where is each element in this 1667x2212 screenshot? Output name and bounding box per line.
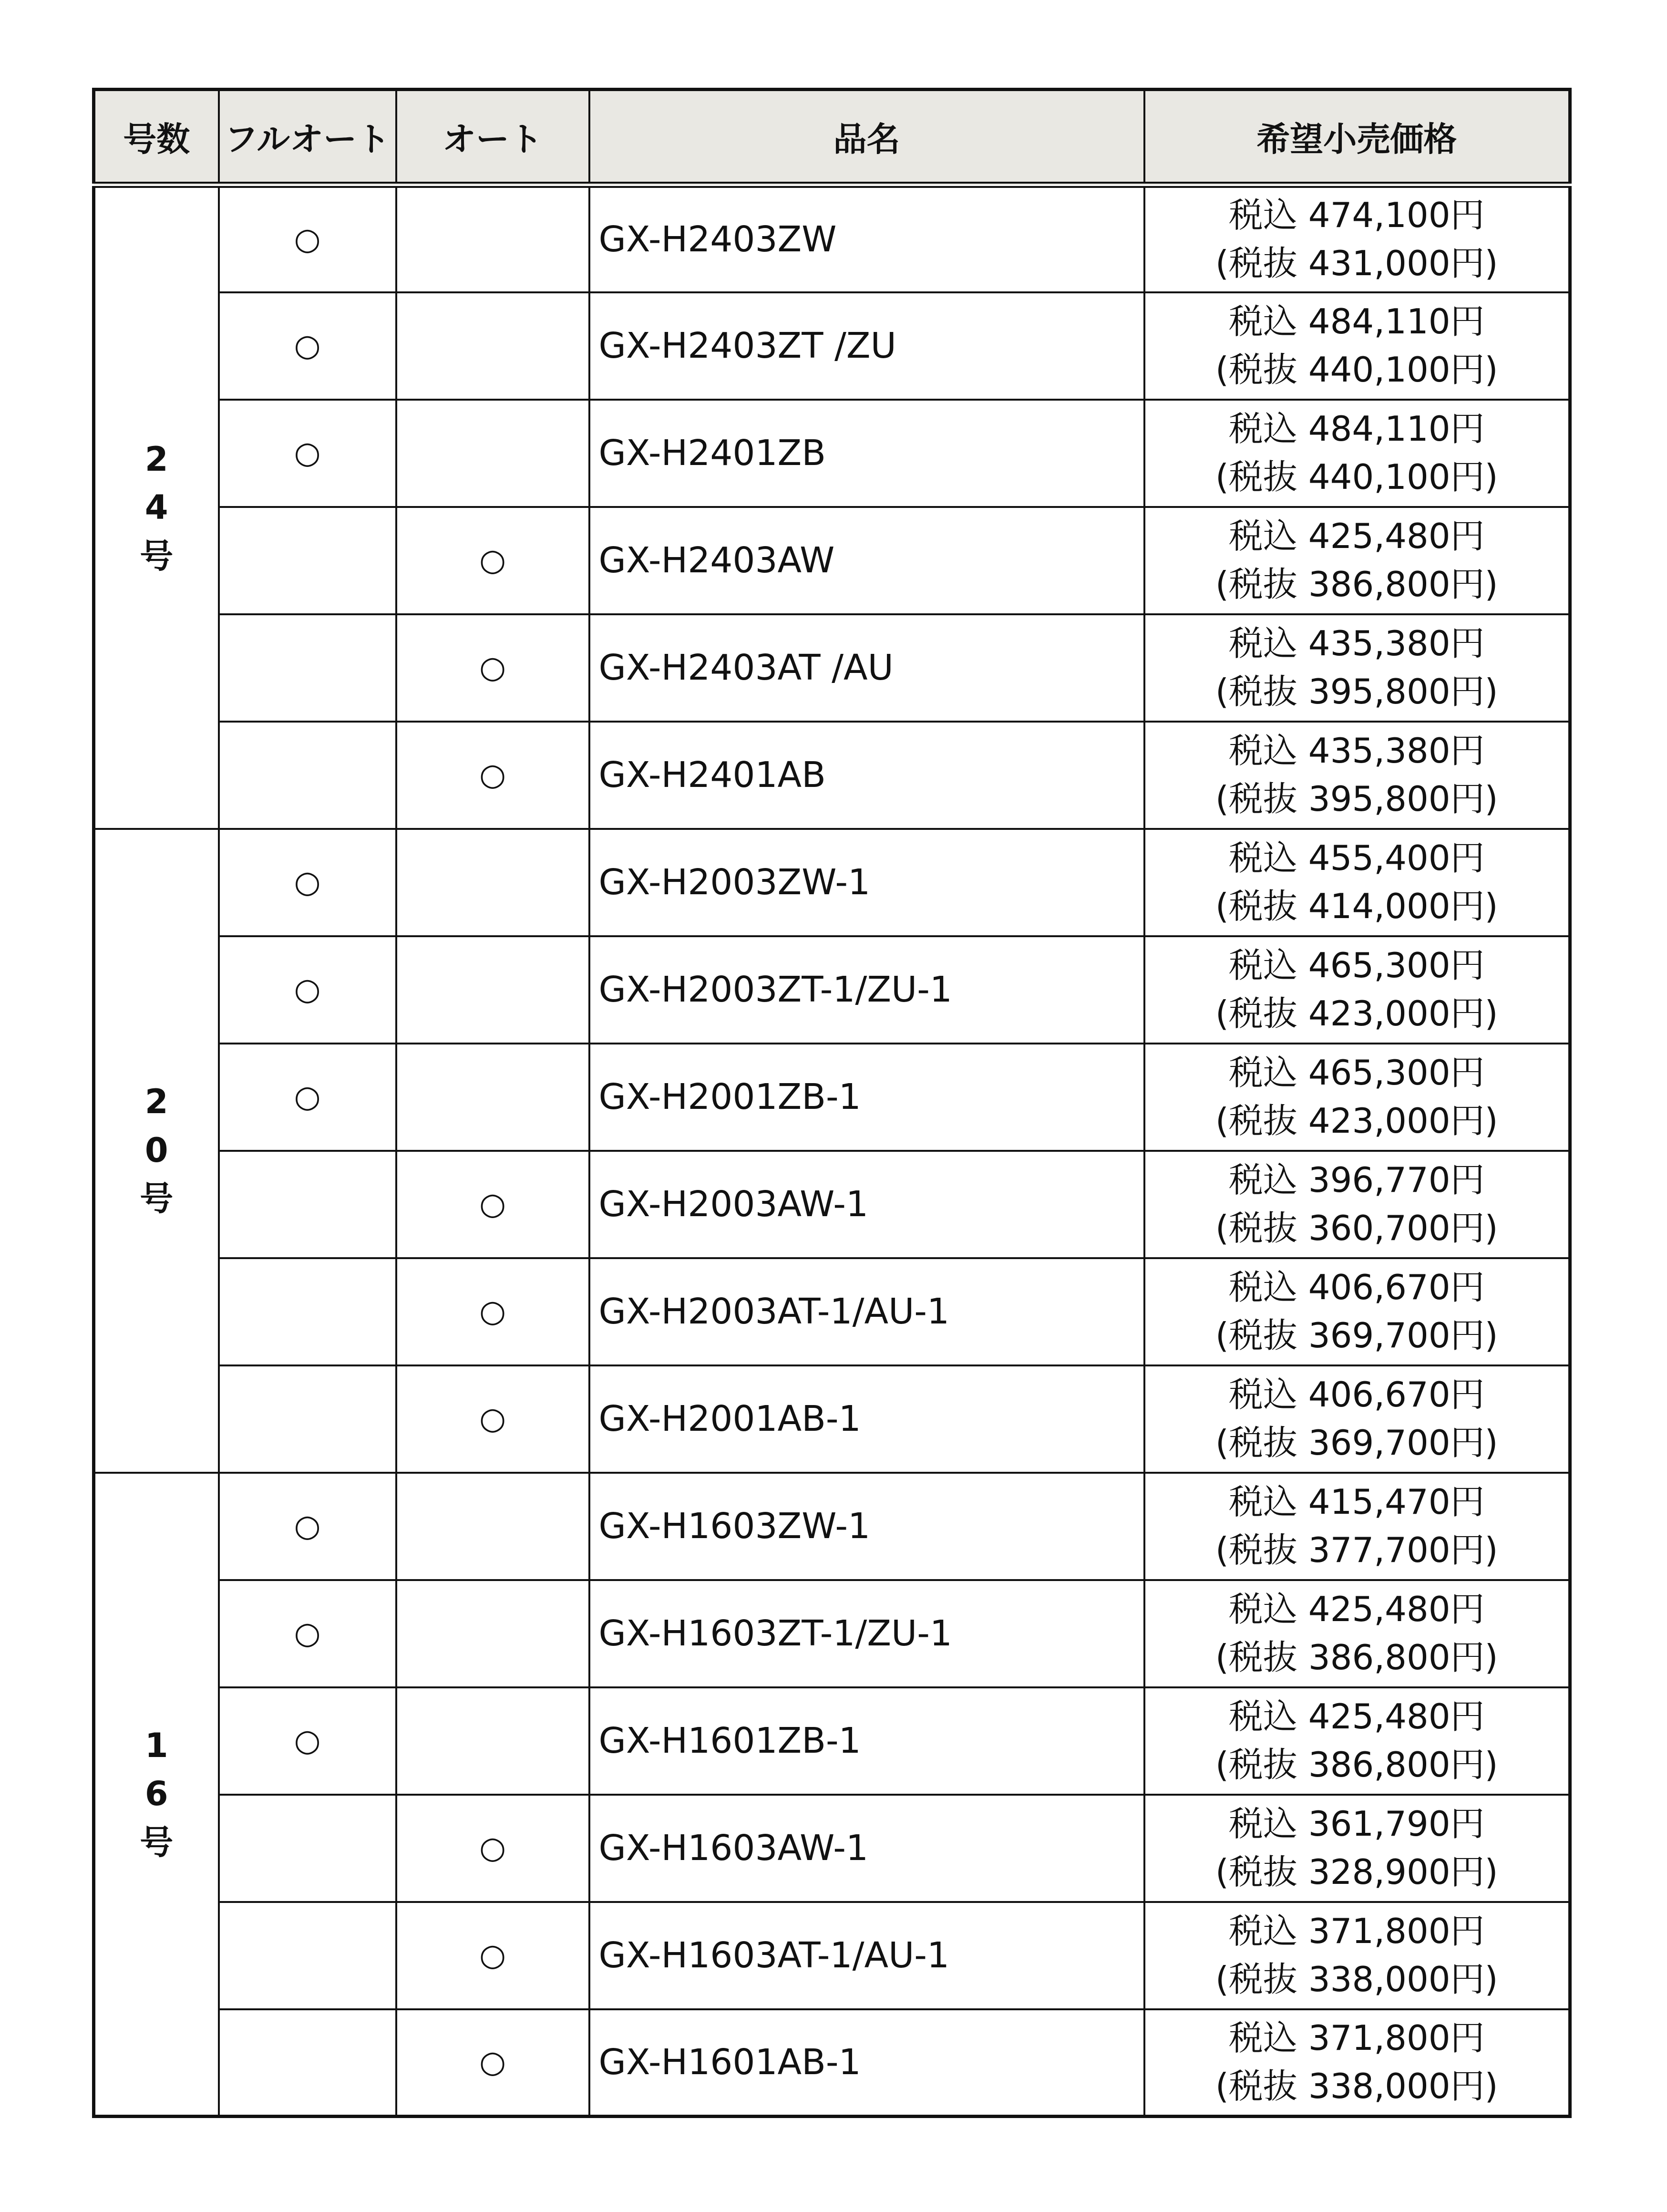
full-auto-mark: ○	[219, 292, 396, 400]
product-name: GX-H2403AW	[589, 507, 1144, 614]
full-auto-mark	[219, 1151, 396, 1258]
price-cell	[1144, 722, 1570, 829]
product-name: GX-H1601ZB-1	[589, 1687, 1144, 1795]
price-tax-included: 税込 406,670円	[1228, 1267, 1485, 1308]
price-tax-excluded: (税抜 369,700円)	[1215, 1315, 1498, 1355]
price-tax-excluded: (税抜 386,800円)	[1215, 564, 1498, 604]
price-tax-included: 税込 425,480円	[1228, 1589, 1485, 1630]
table-row	[94, 1151, 1570, 1258]
size-char: 2	[144, 1082, 168, 1122]
full-auto-mark	[219, 2009, 396, 2117]
price-tax-included: 税込 415,470円	[1228, 1482, 1485, 1522]
price-cell	[1144, 1258, 1570, 1365]
size-char: 0	[144, 1130, 168, 1170]
auto-mark: ○	[396, 1795, 589, 1902]
size-char: 1	[144, 1726, 168, 1765]
price-cell	[1144, 1151, 1570, 1258]
product-name: GX-H1603ZT-1/ZU-1	[589, 1580, 1144, 1687]
header-row	[94, 90, 1570, 185]
auto-mark	[396, 292, 589, 400]
price-tax-included: 税込 484,110円	[1228, 409, 1485, 449]
price-cell	[1144, 936, 1570, 1044]
full-auto-mark: ○	[219, 1473, 396, 1580]
table-row	[94, 507, 1570, 614]
full-auto-mark: ○	[219, 185, 396, 292]
price-cell	[1144, 507, 1570, 614]
price-tax-excluded: (税抜 338,000円)	[1215, 1959, 1498, 1999]
product-name: GX-H2401AB	[589, 722, 1144, 829]
table-row	[94, 1044, 1570, 1151]
header-full-auto: フルオート	[219, 90, 396, 185]
price-cell	[1144, 1365, 1570, 1473]
auto-mark	[396, 1687, 589, 1795]
price-tax-excluded: (税抜 386,800円)	[1215, 1745, 1498, 1785]
price-cell	[1144, 185, 1570, 292]
price-tax-included: 税込 455,400円	[1228, 838, 1485, 879]
price-tax-excluded: (税抜 395,800円)	[1215, 672, 1498, 712]
size-char: 号	[140, 1822, 174, 1862]
table-row	[94, 936, 1570, 1044]
full-auto-mark: ○	[219, 1687, 396, 1795]
price-tax-excluded: (税抜 395,800円)	[1215, 779, 1498, 819]
product-name: GX-H2001ZB-1	[589, 1044, 1144, 1151]
price-tax-included: 税込 465,300円	[1228, 1053, 1485, 1093]
auto-mark: ○	[396, 1258, 589, 1365]
price-tax-included: 税込 371,800円	[1228, 2018, 1485, 2058]
auto-mark	[396, 1044, 589, 1151]
size-char: 号	[140, 536, 174, 576]
product-name: GX-H2003AW-1	[589, 1151, 1144, 1258]
auto-mark: ○	[396, 2009, 589, 2117]
price-tax-included: 税込 425,480円	[1228, 516, 1485, 557]
full-auto-mark	[219, 614, 396, 722]
auto-mark: ○	[396, 1902, 589, 2009]
price-cell	[1144, 1795, 1570, 1902]
price-tax-included: 税込 484,110円	[1228, 301, 1485, 342]
table-row	[94, 292, 1570, 400]
full-auto-mark: ○	[219, 829, 396, 936]
full-auto-mark	[219, 507, 396, 614]
size-cell	[94, 829, 219, 1473]
auto-mark	[396, 829, 589, 936]
price-tax-excluded: (税抜 386,800円)	[1215, 1637, 1498, 1677]
price-tax-excluded: (税抜 440,100円)	[1215, 457, 1498, 497]
table-row	[94, 722, 1570, 829]
table-body	[94, 185, 1570, 2117]
auto-mark: ○	[396, 507, 589, 614]
full-auto-mark	[219, 1795, 396, 1902]
price-cell	[1144, 292, 1570, 400]
price-tax-included: 税込 371,800円	[1228, 1911, 1485, 1952]
price-tax-excluded: (税抜 414,000円)	[1215, 886, 1498, 926]
product-name: GX-H1603AW-1	[589, 1795, 1144, 1902]
product-name: GX-H2003ZT-1/ZU-1	[589, 936, 1144, 1044]
full-auto-mark: ○	[219, 936, 396, 1044]
price-cell	[1144, 1687, 1570, 1795]
full-auto-mark: ○	[219, 1580, 396, 1687]
auto-mark: ○	[396, 1151, 589, 1258]
price-cell	[1144, 400, 1570, 507]
price-tax-excluded: (税抜 423,000円)	[1215, 993, 1498, 1034]
price-table	[92, 88, 1572, 2118]
full-auto-mark	[219, 1365, 396, 1473]
price-tax-excluded: (税抜 328,900円)	[1215, 1852, 1498, 1892]
product-name: GX-H1603ZW-1	[589, 1473, 1144, 1580]
price-tax-included: 税込 406,670円	[1228, 1375, 1485, 1415]
product-name: GX-H2403AT /AU	[589, 614, 1144, 722]
auto-mark: ○	[396, 614, 589, 722]
table-row	[94, 1687, 1570, 1795]
size-char: 4	[144, 488, 168, 527]
table-row	[94, 1902, 1570, 2009]
table-row	[94, 829, 1570, 936]
full-auto-mark	[219, 722, 396, 829]
price-cell	[1144, 829, 1570, 936]
product-name: GX-H2403ZT /ZU	[589, 292, 1144, 400]
price-tax-included: 税込 435,380円	[1228, 731, 1485, 771]
price-cell	[1144, 1902, 1570, 2009]
auto-mark	[396, 185, 589, 292]
product-name: GX-H2401ZB	[589, 400, 1144, 507]
price-tax-included: 税込 435,380円	[1228, 623, 1485, 664]
size-cell	[94, 1473, 219, 2117]
auto-mark: ○	[396, 722, 589, 829]
full-auto-mark	[219, 1902, 396, 2009]
price-cell	[1144, 1580, 1570, 1687]
product-name: GX-H1603AT-1/AU-1	[589, 1902, 1144, 2009]
table-row	[94, 1365, 1570, 1473]
product-name: GX-H2403ZW	[589, 185, 1144, 292]
full-auto-mark	[219, 1258, 396, 1365]
header-product-name: 品名	[589, 90, 1144, 185]
price-tax-excluded: (税抜 423,000円)	[1215, 1101, 1498, 1141]
table-row	[94, 614, 1570, 722]
table-row	[94, 1580, 1570, 1687]
full-auto-mark: ○	[219, 1044, 396, 1151]
price-tax-excluded: (税抜 360,700円)	[1215, 1208, 1498, 1248]
full-auto-mark: ○	[219, 400, 396, 507]
size-char: 6	[144, 1774, 168, 1813]
price-tax-included: 税込 396,770円	[1228, 1160, 1485, 1200]
price-cell	[1144, 1044, 1570, 1151]
table-row	[94, 1795, 1570, 1902]
product-name: GX-H1601AB-1	[589, 2009, 1144, 2117]
size-char: 2	[144, 439, 168, 479]
table-row	[94, 1258, 1570, 1365]
price-tax-excluded: (税抜 338,000円)	[1215, 2066, 1498, 2107]
table-row	[94, 1473, 1570, 1580]
price-cell	[1144, 1473, 1570, 1580]
price-tax-included: 税込 474,100円	[1228, 195, 1485, 236]
table-row	[94, 2009, 1570, 2117]
size-char: 号	[140, 1179, 174, 1219]
header-size: 号数	[94, 90, 219, 185]
table-row	[94, 185, 1570, 292]
header-auto: オート	[396, 90, 589, 185]
price-tax-included: 税込 465,300円	[1228, 945, 1485, 986]
price-tax-excluded: (税抜 431,000円)	[1215, 243, 1498, 284]
price-cell	[1144, 614, 1570, 722]
price-tax-included: 税込 361,790円	[1228, 1804, 1485, 1844]
price-tax-included: 税込 425,480円	[1228, 1696, 1485, 1737]
price-tax-excluded: (税抜 440,100円)	[1215, 350, 1498, 390]
header-price: 希望小売価格	[1144, 90, 1570, 185]
table-row	[94, 400, 1570, 507]
price-tax-excluded: (税抜 377,700円)	[1215, 1530, 1498, 1570]
auto-mark	[396, 400, 589, 507]
auto-mark	[396, 1580, 589, 1687]
auto-mark	[396, 1473, 589, 1580]
size-cell	[94, 185, 219, 829]
auto-mark: ○	[396, 1365, 589, 1473]
auto-mark	[396, 936, 589, 1044]
price-tax-excluded: (税抜 369,700円)	[1215, 1423, 1498, 1463]
product-name: GX-H2003ZW-1	[589, 829, 1144, 936]
product-name: GX-H2003AT-1/AU-1	[589, 1258, 1144, 1365]
price-cell	[1144, 2009, 1570, 2117]
product-name: GX-H2001AB-1	[589, 1365, 1144, 1473]
